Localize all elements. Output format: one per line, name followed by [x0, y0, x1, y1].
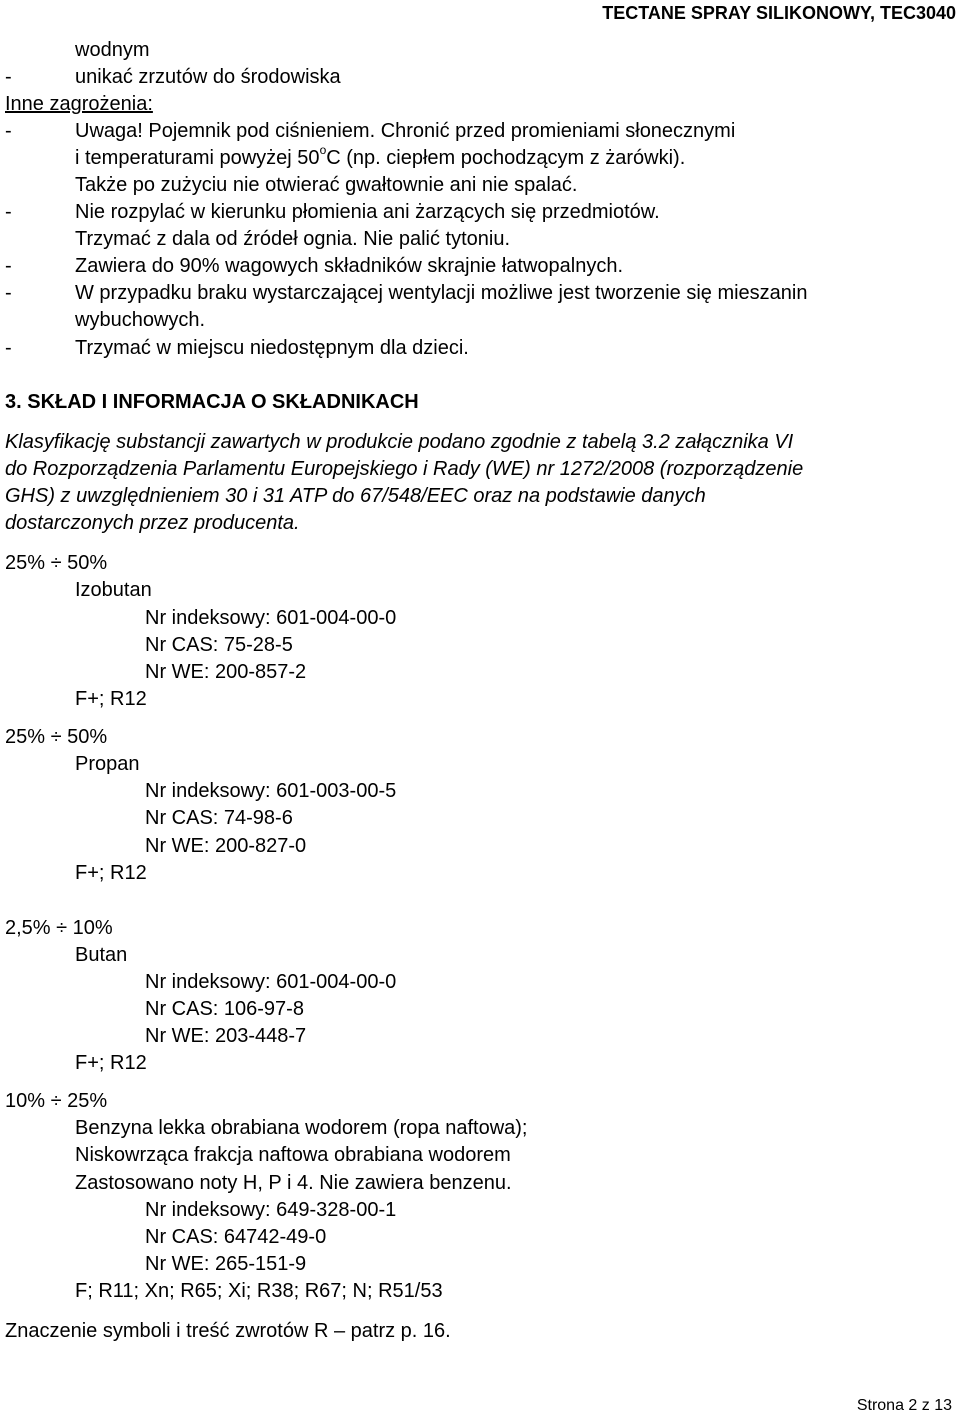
- component-3-cas: Nr CAS: 106-97-8: [145, 998, 304, 1020]
- hazard-line-flammable: Zawiera do 90% wagowych składników skrajnie łatwopalnych.: [75, 255, 624, 277]
- component-4-we: Nr WE: 265-151-9: [145, 1253, 307, 1275]
- hazard-text-wodnym: wodnym: [75, 39, 150, 61]
- component-2-index: Nr indeksowy: 601-003-00-5: [145, 780, 397, 802]
- r-phrases-note: Znaczenie symboli i treść zwrotów R – patrz p. 16.: [5, 1320, 451, 1342]
- component-1-index: Nr indeksowy: 601-004-00-0: [145, 607, 397, 629]
- component-2-we: Nr WE: 200-827-0: [145, 835, 307, 857]
- component-2-cas: Nr CAS: 74-98-6: [145, 807, 293, 829]
- component-1-classification: F+; R12: [75, 688, 147, 710]
- hazard-line-after-use: Także po zużyciu nie otwierać gwałtownie ani nie spalać.: [75, 174, 578, 196]
- bullet-dash: -: [5, 66, 12, 88]
- component-3-index: Nr indeksowy: 601-004-00-0: [145, 971, 397, 993]
- component-4-name-line-3: Zastosowano noty H, P i 4. Nie zawiera benzenu.: [75, 1172, 512, 1194]
- temp-text-b: C (np. ciepłem pochodzącym z żarówki).: [326, 147, 686, 169]
- section-3-intro-line-4: dostarczonych przez producenta.: [5, 512, 300, 534]
- section-3-intro-line-2: do Rozporządzenia Parlamentu Europejskiego i Rady (WE) nr 1272/2008 (rozporządzenie: [5, 458, 804, 480]
- bullet-dash: -: [5, 120, 12, 142]
- page-number: Strona 2 z 13: [856, 1397, 952, 1414]
- component-3-classification: F+; R12: [75, 1052, 147, 1074]
- hazard-line-spray-flame: Nie rozpylać w kierunku płomienia ani żarzących się przedmiotów.: [75, 201, 660, 223]
- hazard-avoid-release: unikać zrzutów do środowiska: [75, 66, 341, 88]
- component-4-name-line-2: Niskowrząca frakcja naftowa obrabiana wodorem: [75, 1144, 511, 1166]
- component-4-range: 10% ÷ 25%: [5, 1090, 108, 1112]
- component-2-name: Propan: [75, 753, 140, 775]
- bullet-dash: -: [5, 201, 12, 223]
- component-3-name: Butan: [75, 944, 128, 966]
- hazard-line-ventilation: W przypadku braku wystarczającej wentylacji możliwe jest tworzenie się mieszanin: [75, 282, 808, 304]
- component-1-range: 25% ÷ 50%: [5, 552, 108, 574]
- degree-superscript: o: [319, 143, 327, 158]
- bullet-dash: -: [5, 255, 12, 277]
- component-1-we: Nr WE: 200-857-2: [145, 661, 307, 683]
- bullet-dash: -: [5, 337, 12, 359]
- hazard-line-children: Trzymać w miejscu niedostępnym dla dzieci.: [75, 337, 469, 359]
- component-4-classification: F; R11; Xn; R65; Xi; R38; R67; N; R51/53: [75, 1280, 443, 1302]
- component-2-range: 25% ÷ 50%: [5, 726, 108, 748]
- component-3-we: Nr WE: 203-448-7: [145, 1025, 307, 1047]
- hazard-line-explosive: wybuchowych.: [75, 309, 206, 331]
- component-1-name: Izobutan: [75, 579, 152, 601]
- hazard-line-pressure: Uwaga! Pojemnik pod ciśnieniem. Chronić przed promieniami słonecznymi: [75, 120, 736, 142]
- component-4-cas: Nr CAS: 64742-49-0: [145, 1226, 327, 1248]
- component-3-range: 2,5% ÷ 10%: [5, 917, 113, 939]
- hazard-line-temperature: [75, 143, 686, 169]
- other-hazards-label: Inne zagrożenia:: [5, 93, 153, 115]
- component-4-index: Nr indeksowy: 649-328-00-1: [145, 1199, 397, 1221]
- section-3-intro-line-1: Klasyfikację substancji zawartych w produkcie podano zgodnie z tabelą 3.2 załącznika VI: [5, 431, 794, 453]
- bullet-dash: -: [5, 282, 12, 304]
- section-3-intro-line-3: GHS) z uwzględnieniem 30 i 31 ATP do 67/548/EEC oraz na podstawie danych: [5, 485, 706, 507]
- document-header-title: TECTANE SPRAY SILIKONOWY, TEC3040: [602, 3, 956, 23]
- component-2-classification: F+; R12: [75, 862, 147, 884]
- component-1-cas: Nr CAS: 75-28-5: [145, 634, 293, 656]
- hazard-line-ignition: Trzymać z dala od źródeł ognia. Nie palić tytoniu.: [75, 228, 511, 250]
- section-3-heading: 3. SKŁAD I INFORMACJA O SKŁADNIKACH: [5, 391, 419, 413]
- temp-text-a: i temperaturami powyżej 50: [75, 147, 320, 169]
- component-4-name-line-1: Benzyna lekka obrabiana wodorem (ropa naftowa);: [75, 1117, 528, 1139]
